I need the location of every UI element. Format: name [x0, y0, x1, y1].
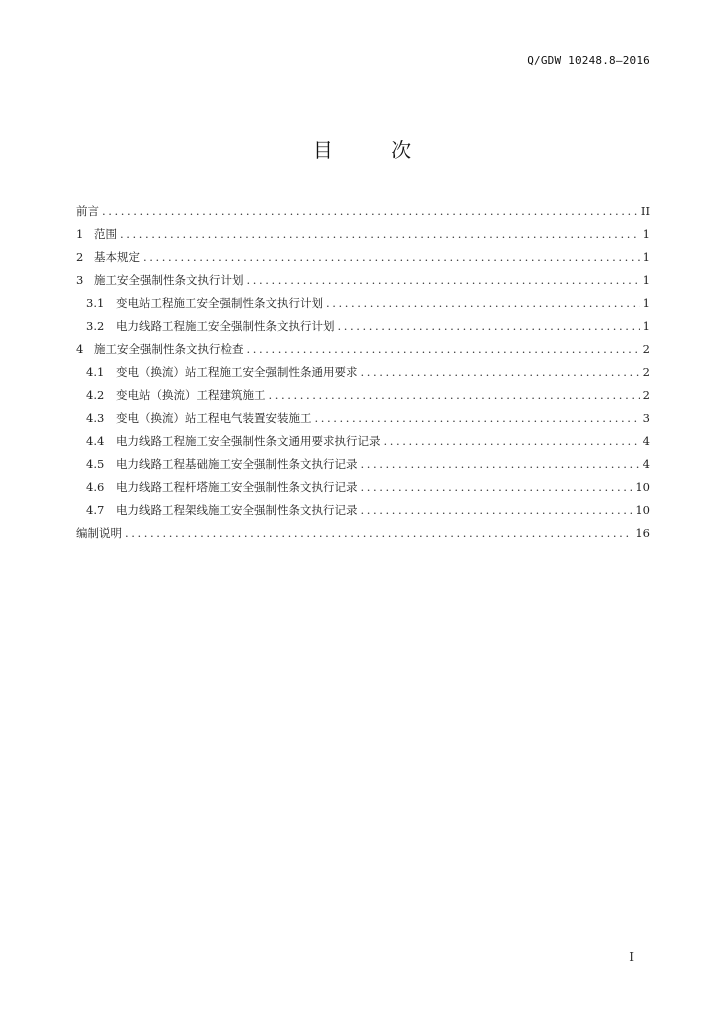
toc-entry-page: 2 — [642, 388, 650, 402]
toc-entry-page: 1 — [642, 319, 650, 333]
toc-leader-dots — [361, 503, 633, 517]
toc-entry-page: 16 — [635, 526, 650, 540]
toc-entry-4-4[interactable] — [76, 430, 650, 448]
toc-leader-dots — [361, 457, 640, 471]
toc-entry-text: 前言 — [76, 204, 99, 218]
toc-entry-number: 1 — [76, 227, 84, 241]
toc-entry-4-3[interactable] — [76, 407, 650, 425]
toc-entry-number: 4.4 — [86, 434, 105, 448]
page-title: 目 次 — [312, 138, 438, 162]
toc-entry-page: 10 — [635, 480, 650, 494]
toc-entry-page: II — [640, 204, 650, 218]
toc-leader-dots — [384, 434, 640, 448]
toc-entry-3-1[interactable] — [76, 292, 650, 310]
toc-leader-dots — [143, 250, 640, 264]
toc-entry-number: 4.7 — [86, 503, 105, 517]
toc-leader-dots — [247, 273, 640, 287]
toc-entry-3[interactable] — [76, 269, 650, 287]
toc-entry-4-5[interactable] — [76, 453, 650, 471]
toc-entry-foreword[interactable] — [76, 200, 650, 218]
toc-entry-number: 4.5 — [86, 457, 105, 471]
toc-entry-page: 2 — [642, 342, 650, 356]
toc-entry-4-7[interactable] — [76, 499, 650, 517]
toc-entry-page: 3 — [642, 411, 650, 425]
toc-entry-number: 4.2 — [86, 388, 105, 402]
toc-entry-number: 4.3 — [86, 411, 105, 425]
toc-entry-text: 编制说明 — [76, 526, 122, 540]
toc-entry-text: 电力线路工程杆塔施工安全强制性条文执行记录 — [116, 480, 358, 494]
toc-entry-text: 施工安全强制性条文执行计划 — [94, 273, 244, 287]
document-code: Q/GDW 10248.8—2016 — [527, 54, 650, 67]
toc-leader-dots — [361, 480, 633, 494]
toc-entry-page: 2 — [642, 365, 650, 379]
toc-leader-dots — [326, 296, 640, 310]
toc-entry-page: 1 — [642, 273, 650, 287]
toc-entry-3-2[interactable] — [76, 315, 650, 333]
toc-leader-dots — [361, 365, 640, 379]
toc-entry-page: 1 — [642, 250, 650, 264]
toc-entry-text: 变电（换流）站工程施工安全强制性条通用要求 — [116, 365, 358, 379]
toc-entry-text: 变电站（换流）工程建筑施工 — [116, 388, 266, 402]
toc-entry-number: 3.1 — [86, 296, 105, 310]
toc-entry-text: 变电站工程施工安全强制性条文执行计划 — [116, 296, 323, 310]
toc-leader-dots — [315, 411, 640, 425]
toc-entry-page: 1 — [642, 227, 650, 241]
toc-entry-number: 2 — [76, 250, 84, 264]
table-of-contents — [76, 200, 650, 545]
toc-entry-text: 电力线路工程架线施工安全强制性条文执行记录 — [116, 503, 358, 517]
toc-entry-page: 1 — [642, 296, 650, 310]
toc-entry-text: 基本规定 — [94, 250, 140, 264]
toc-entry-page: 4 — [642, 457, 650, 471]
toc-entry-text: 电力线路工程施工安全强制性条文通用要求执行记录 — [116, 434, 381, 448]
toc-leader-dots — [125, 526, 632, 540]
toc-leader-dots — [120, 227, 640, 241]
toc-leader-dots — [269, 388, 640, 402]
toc-entry-1[interactable] — [76, 223, 650, 241]
toc-entry-2[interactable] — [76, 246, 650, 264]
toc-entry-text: 施工安全强制性条文执行检查 — [94, 342, 244, 356]
toc-entry-4[interactable] — [76, 338, 650, 356]
toc-leader-dots — [338, 319, 640, 333]
toc-leader-dots — [102, 204, 638, 218]
toc-entry-number: 4.6 — [86, 480, 105, 494]
toc-entry-text: 范围 — [94, 227, 117, 241]
toc-entry-number: 4.1 — [86, 365, 105, 379]
toc-entry-4-2[interactable] — [76, 384, 650, 402]
toc-leader-dots — [247, 342, 640, 356]
toc-entry-page: 4 — [642, 434, 650, 448]
toc-entry-number: 4 — [76, 342, 84, 356]
toc-entry-page: 10 — [635, 503, 650, 517]
page-number: I — [629, 950, 634, 964]
toc-entry-number: 3 — [76, 273, 84, 287]
toc-entry-4-6[interactable] — [76, 476, 650, 494]
toc-entry-compilation-notes[interactable] — [76, 522, 650, 540]
toc-entry-text: 电力线路工程基础施工安全强制性条文执行记录 — [116, 457, 358, 471]
toc-entry-number: 3.2 — [86, 319, 105, 333]
toc-entry-text: 电力线路工程施工安全强制性条文执行计划 — [116, 319, 335, 333]
toc-entry-text: 变电（换流）站工程电气装置安装施工 — [116, 411, 312, 425]
toc-entry-4-1[interactable] — [76, 361, 650, 379]
